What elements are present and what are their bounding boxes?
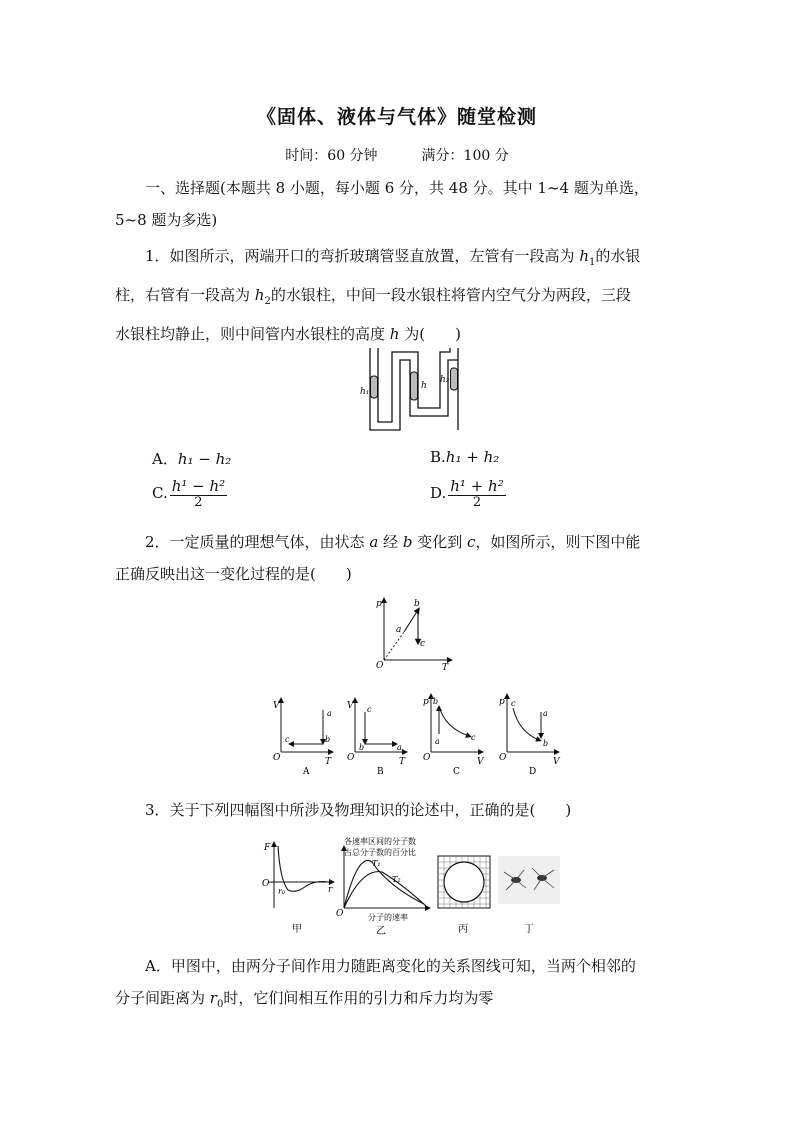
svg-text:O: O: [376, 661, 384, 671]
svg-text:乙: 乙: [376, 926, 386, 937]
svg-text:T: T: [399, 757, 406, 767]
q3-option-a[interactable]: [115, 950, 685, 1021]
mercury-column-middle: [411, 372, 418, 400]
svg-text:丙: 丙: [458, 924, 468, 935]
figure-bing: [438, 856, 490, 935]
q1-line3: 水银柱均静止，则中间管内水银柱的高度 h 为( ): [115, 325, 461, 343]
section-intro-line1: 一、选择题(本题共 8 小题，每小题 6 分，共 48 分。其中 1~4 题为单选，: [145, 179, 649, 197]
svg-text:占总分子数的百分比: 占总分子数的百分比: [344, 848, 416, 857]
svg-text:T₂: T₂: [392, 875, 401, 884]
svg-text:b: b: [543, 739, 549, 748]
svg-text:O: O: [336, 909, 344, 919]
label-h2: h₂: [440, 375, 450, 385]
svg-text:p: p: [376, 599, 382, 609]
svg-text:c: c: [420, 639, 426, 649]
question-2: [115, 526, 685, 590]
svg-text:a: a: [327, 709, 332, 718]
svg-text:p: p: [499, 697, 505, 707]
q3-line1: 3．关于下列四幅图中所涉及物理知识的论述中，正确的是( ): [145, 801, 572, 819]
svg-text:a: a: [435, 737, 440, 746]
q3-option-a-line1: A．甲图中，由两分子间作用力随距离变化的关系图线可知，当两个相邻的: [145, 957, 636, 975]
svg-text:a: a: [396, 625, 402, 635]
exam-score: 满分：100 分: [421, 148, 509, 164]
q2-choice-graphs: [265, 688, 565, 780]
svg-text:B: B: [377, 767, 384, 777]
q1-option-b[interactable]: B.h₁ + h₂: [430, 448, 500, 466]
svg-text:c: c: [471, 733, 476, 742]
q2-pT-graph: [370, 594, 460, 672]
section-intro: [115, 172, 685, 236]
svg-text:r₀: r₀: [278, 887, 286, 896]
q2-line1: 2．一定质量的理想气体，由状态 a 经 b 变化到 c，如图所示，则下图中能: [145, 533, 641, 551]
svg-text:C: C: [453, 767, 460, 777]
svg-text:V: V: [477, 757, 484, 767]
svg-text:c: c: [511, 699, 516, 708]
svg-text:A: A: [303, 767, 310, 777]
svg-text:a: a: [397, 743, 402, 752]
svg-text:b: b: [433, 697, 439, 706]
document-title: 《固体、液体与气体》随堂检测: [256, 106, 537, 128]
exam-time: 时间：60 分钟: [285, 148, 378, 164]
svg-text:c: c: [367, 705, 372, 714]
svg-text:O: O: [273, 753, 281, 763]
svg-text:O: O: [347, 753, 355, 763]
q1-option-a[interactable]: A．h₁ − h₂: [152, 450, 232, 468]
q3-option-a-line2: 分子间距离为 $r_0$时，它们间相互作用的引力和斥力均为零: [115, 989, 494, 1010]
q1-line2: 柱，右管有一段高为 $h_2$的水银柱，中间一段水银柱将管内空气分为两段，三段: [115, 286, 631, 307]
mercury-column-left: [371, 376, 378, 398]
q1-tube-figure: [358, 346, 468, 432]
svg-text:T₁: T₁: [372, 859, 381, 868]
svg-text:b: b: [325, 735, 331, 744]
label-h1: h₁: [360, 387, 370, 397]
svg-text:分子的速率: 分子的速率: [368, 913, 408, 922]
label-h: h: [421, 381, 427, 391]
figure-yi: [336, 836, 428, 937]
svg-text:O: O: [423, 753, 431, 763]
svg-text:T: T: [442, 663, 449, 672]
svg-text:O: O: [499, 753, 507, 763]
q1-option-c[interactable]: C. $\frac{\text{h¹ − h²}}{2}$: [152, 477, 226, 510]
svg-text:O: O: [262, 879, 270, 889]
q2-line2: 正确反映出这一变化过程的是( ): [115, 565, 352, 583]
choice-graph-a[interactable]: [273, 700, 332, 777]
q1-option-d[interactable]: D. $\frac{\text{h¹ + h²}}{2}$: [430, 477, 504, 510]
svg-text:p: p: [423, 697, 429, 707]
figure-ding: [498, 856, 560, 935]
choice-graph-d[interactable]: [499, 696, 561, 777]
q3-figures: [258, 828, 568, 938]
svg-text:r: r: [328, 885, 333, 895]
svg-text:V: V: [273, 701, 280, 711]
svg-text:V: V: [347, 701, 354, 711]
q1-line1: 1．如图所示，两端开口的弯折玻璃管竖直放置，左管有一段高为 $h_1$的水银: [145, 247, 641, 268]
question-1: [115, 240, 685, 350]
svg-text:T: T: [325, 757, 332, 767]
svg-text:D: D: [529, 767, 537, 777]
figure-jia: [262, 843, 333, 935]
svg-text:各速率区间的分子数: 各速率区间的分子数: [344, 837, 416, 846]
mercury-column-right: [451, 368, 458, 390]
choice-graph-b[interactable]: [347, 700, 406, 777]
choice-graph-c[interactable]: [423, 696, 485, 777]
svg-text:b: b: [359, 743, 365, 752]
svg-text:丁: 丁: [524, 924, 534, 935]
svg-text:甲: 甲: [292, 924, 302, 935]
exam-meta: [0, 145, 794, 165]
question-3: [115, 794, 685, 826]
svg-text:a: a: [543, 709, 548, 718]
section-intro-line2: 5~8 题为多选): [115, 211, 218, 229]
svg-text:V: V: [553, 757, 560, 767]
svg-text:F: F: [264, 843, 271, 853]
svg-text:c: c: [285, 735, 290, 744]
svg-text:b: b: [414, 599, 420, 609]
